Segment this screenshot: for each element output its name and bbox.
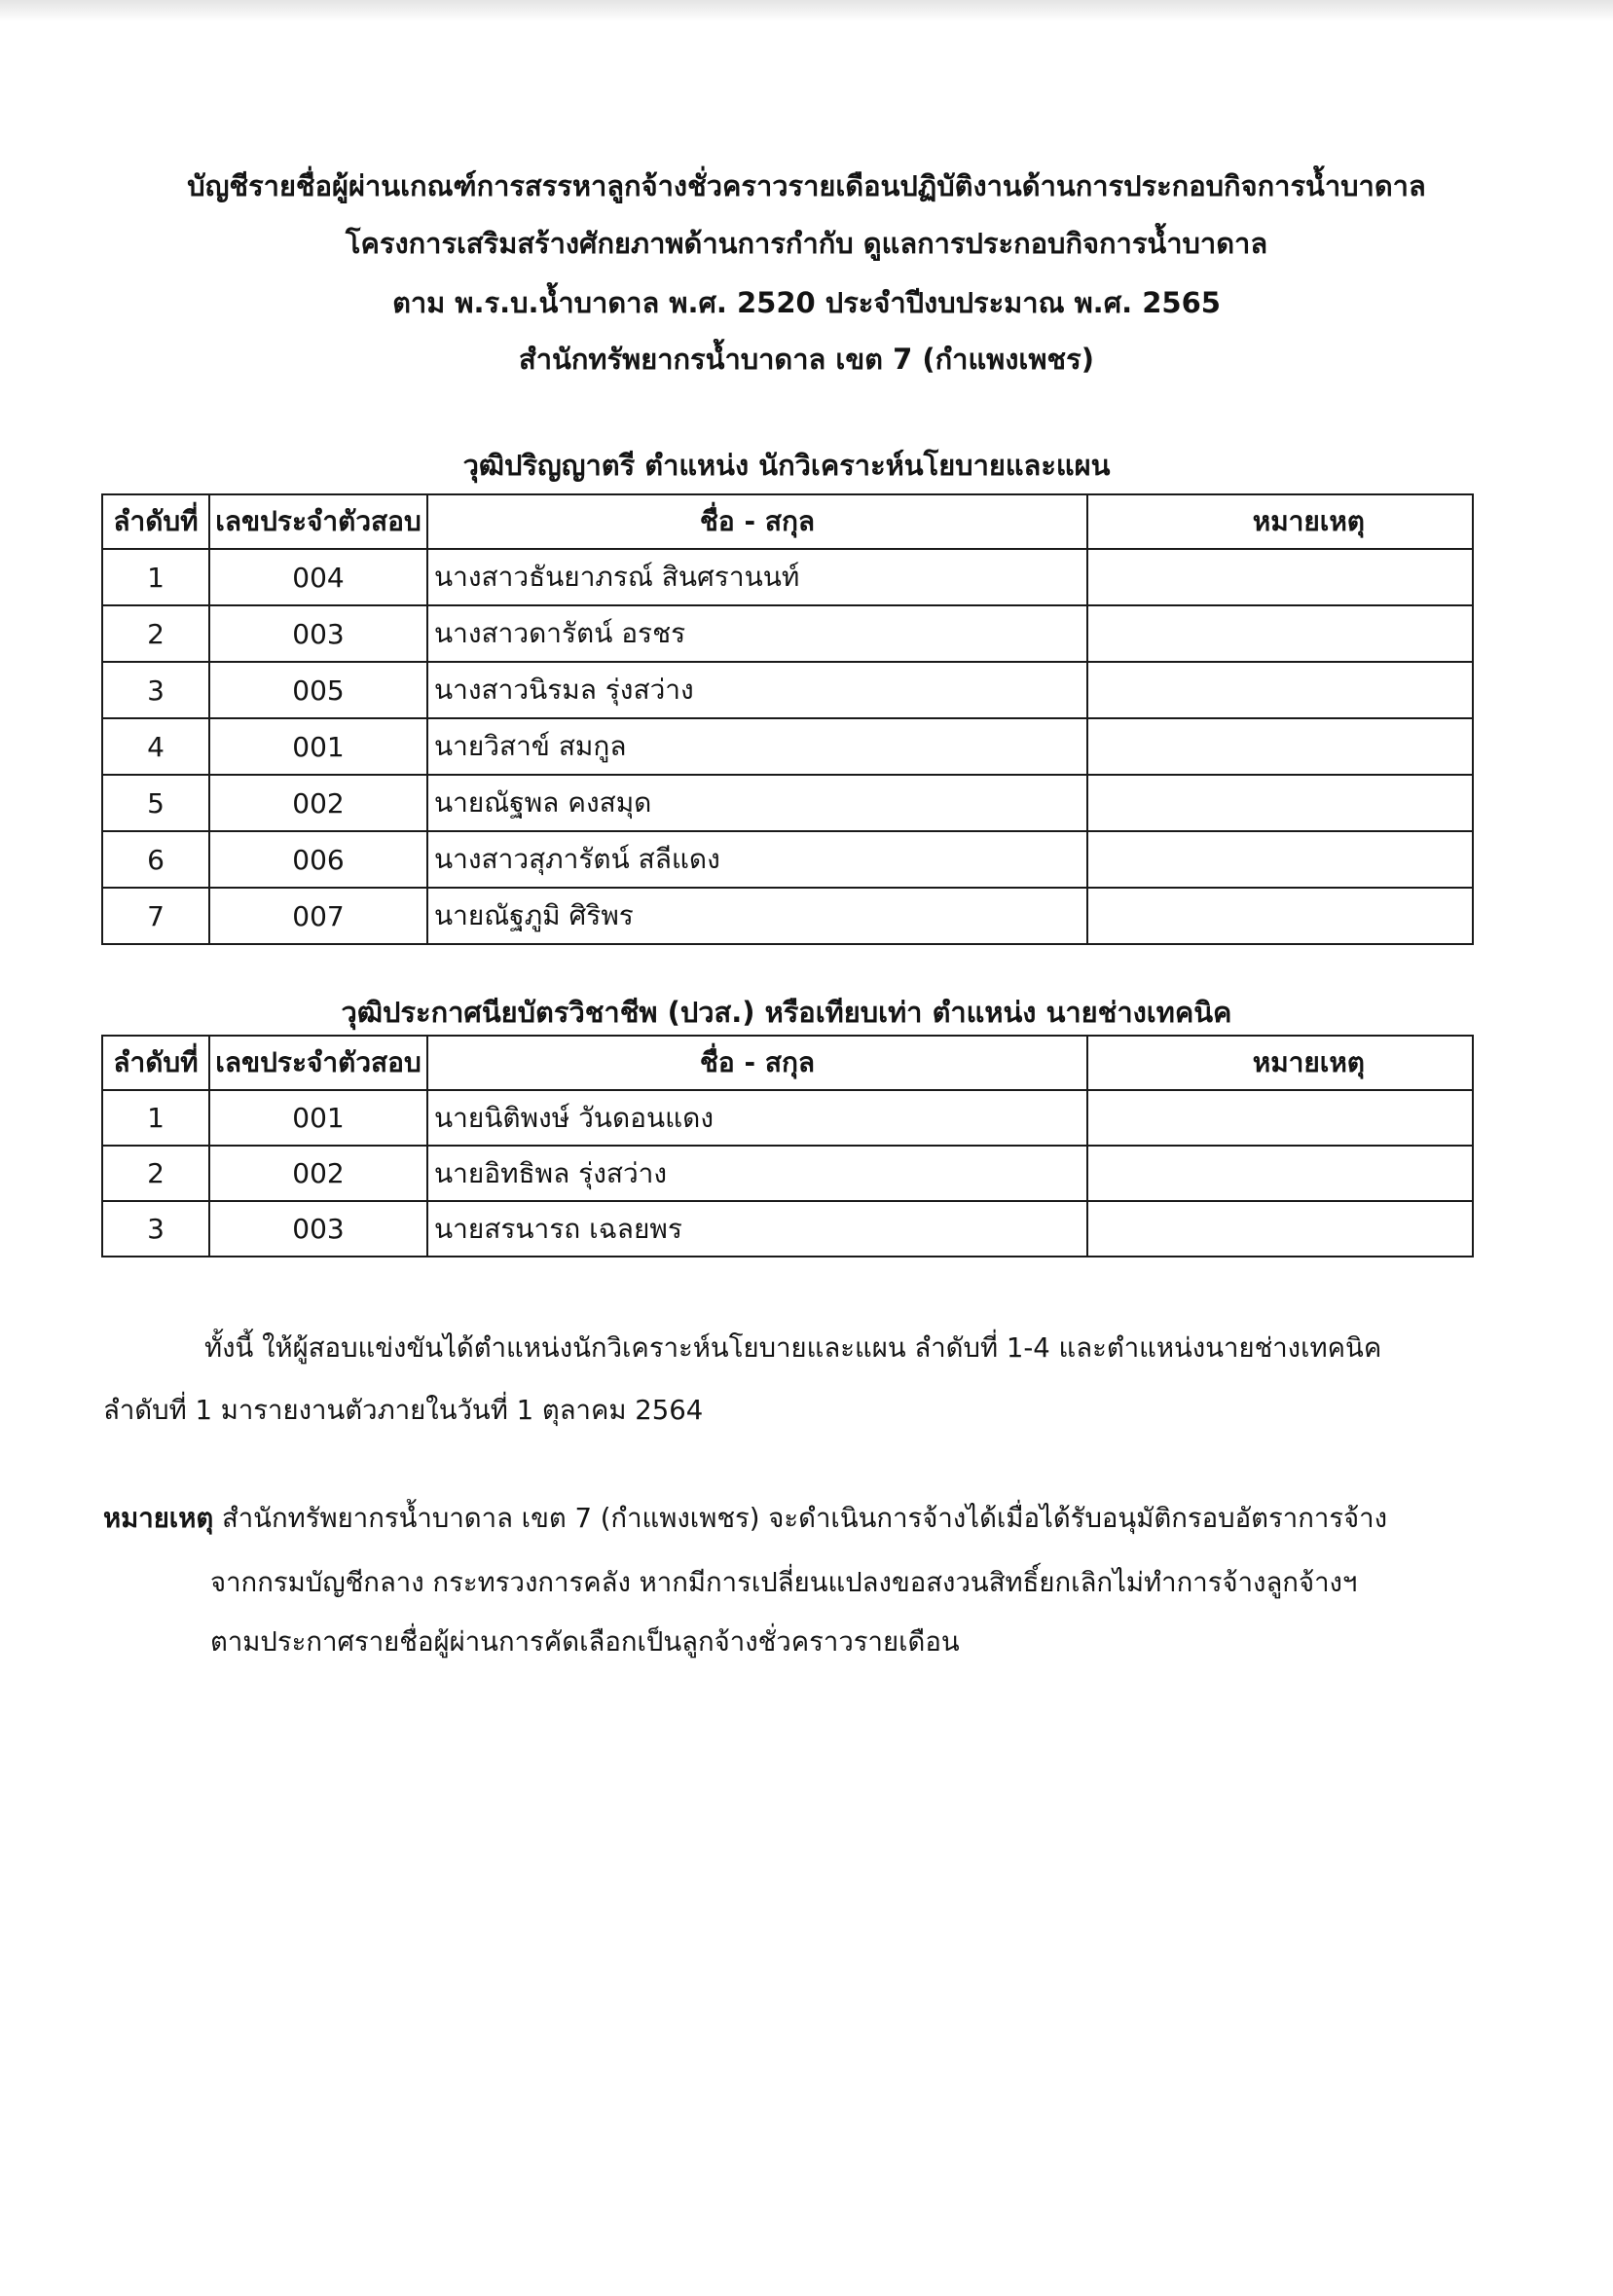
cell-exam-id: 001 [209,1090,427,1146]
cell-name: นายวิสาข์ สมกูล [427,718,1087,775]
notice-line-1: ทั้งนี้ ให้ผู้สอบแข่งขันได้ตำแหน่งนักวิเคราะห์นโยบายและแผน ลำดับที่ 1-4 และตำแหน่งนายช่างเทคนิค [204,1332,1382,1364]
cell-remark [1087,549,1473,605]
header-order: ลำดับที่ [102,494,209,549]
section2-heading: วุฒิประกาศนียบัตรวิชาชีพ (ปวส.) หรือเทียบเท่า ตำแหน่ง นายช่างเทคนิค [341,996,1232,1029]
header-name: ชื่อ - สกุล [427,494,1087,549]
cell-name: นางสาวดารัตน์ อรชร [427,605,1087,662]
section1-table [101,493,1474,945]
cell-exam-id: 001 [209,718,427,775]
notice-line-2: ลำดับที่ 1 มารายงานตัวภายในวันที่ 1 ตุลาคม 2564 [103,1395,704,1426]
remark-line-3: ตามประกาศรายชื่อผู้ผ่านการคัดเลือกเป็นลูกจ้างชั่วคราวรายเดือน [210,1626,960,1658]
section1-heading: วุฒิปริญญาตรี ตำแหน่ง นักวิเคราะห์นโยบายและแผน [462,449,1111,482]
cell-name: นายนิติพงษ์ วันดอนแดง [427,1090,1087,1146]
cell-remark [1087,1090,1473,1146]
cell-order: 6 [102,831,209,888]
cell-exam-id: 005 [209,662,427,718]
table-row [102,1201,1473,1257]
cell-order: 3 [102,1201,209,1257]
table-row [102,662,1473,718]
header-remark: หมายเหตุ [1087,1036,1473,1090]
header-exam-id: เลขประจำตัวสอบ [209,1036,427,1090]
cell-remark [1087,831,1473,888]
scan-edge-shading [0,0,1613,21]
cell-name: นายสรนารถ เฉลยพร [427,1201,1087,1257]
table-row [102,1090,1473,1146]
title-line-1: บัญชีรายชื่อผู้ผ่านเกณฑ์การสรรหาลูกจ้างชั่วคราวรายเดือนปฏิบัติงานด้านการประกอบกิจการน้ำบาดาล [187,169,1426,202]
cell-remark [1087,775,1473,831]
cell-exam-id: 002 [209,775,427,831]
cell-remark [1087,1201,1473,1257]
cell-name: นางสาวนิรมล รุ่งสว่าง [427,662,1087,718]
cell-order: 7 [102,888,209,944]
table-header-row [102,1036,1473,1090]
cell-exam-id: 006 [209,831,427,888]
title-line-3: ตาม พ.ร.บ.น้ำบาดาล พ.ศ. 2520 ประจำปีงบประมาณ พ.ศ. 2565 [392,286,1221,319]
header-exam-id: เลขประจำตัวสอบ [209,494,427,549]
remark-line-2: จากกรมบัญชีกลาง กระทรวงการคลัง หากมีการเปลี่ยนแปลงขอสงวนสิทธิ์ยกเลิกไม่ทำการจ้างลูกจ้างฯ [210,1567,1358,1598]
cell-exam-id: 003 [209,1201,427,1257]
remark-text-1: สำนักทรัพยากรน้ำบาดาล เขต 7 (กำแพงเพชร) จะดำเนินการจ้างได้เมื่อได้รับอนุมัติกรอบอัตราการจ้าง [221,1503,1388,1534]
cell-remark [1087,888,1473,944]
table-row [102,1146,1473,1201]
cell-order: 3 [102,662,209,718]
cell-name: นางสาวธันยาภรณ์ สินศรานนท์ [427,549,1087,605]
cell-name: นางสาวสุภารัตน์ สลีแดง [427,831,1087,888]
title-line-4: สำนักทรัพยากรน้ำบาดาล เขต 7 (กำแพงเพชร) [519,343,1094,376]
cell-order: 1 [102,549,209,605]
table-row [102,718,1473,775]
cell-exam-id: 004 [209,549,427,605]
cell-remark [1087,1146,1473,1201]
table-row [102,549,1473,605]
cell-name: นายณัฐภูมิ ศิริพร [427,888,1087,944]
title-line-2: โครงการเสริมสร้างศักยภาพด้านการกำกับ ดูแลการประกอบกิจการน้ำบาดาล [345,227,1268,260]
cell-exam-id: 002 [209,1146,427,1201]
table-row [102,831,1473,888]
cell-name: นายอิทธิพล รุ่งสว่าง [427,1146,1087,1201]
header-order: ลำดับที่ [102,1036,209,1090]
table-row [102,775,1473,831]
cell-exam-id: 007 [209,888,427,944]
remark-label: หมายเหตุ [103,1503,214,1534]
section2-table [101,1035,1474,1257]
cell-order: 2 [102,1146,209,1201]
cell-order: 2 [102,605,209,662]
table-row [102,605,1473,662]
cell-name: นายณัฐพล คงสมุด [427,775,1087,831]
cell-order: 5 [102,775,209,831]
header-name: ชื่อ - สกุล [427,1036,1087,1090]
cell-remark [1087,662,1473,718]
cell-order: 4 [102,718,209,775]
cell-exam-id: 003 [209,605,427,662]
cell-order: 1 [102,1090,209,1146]
cell-remark [1087,718,1473,775]
header-remark: หมายเหตุ [1087,494,1473,549]
table-row [102,888,1473,944]
table-header-row [102,494,1473,549]
remark-line-1 [103,1497,1387,1540]
cell-remark [1087,605,1473,662]
